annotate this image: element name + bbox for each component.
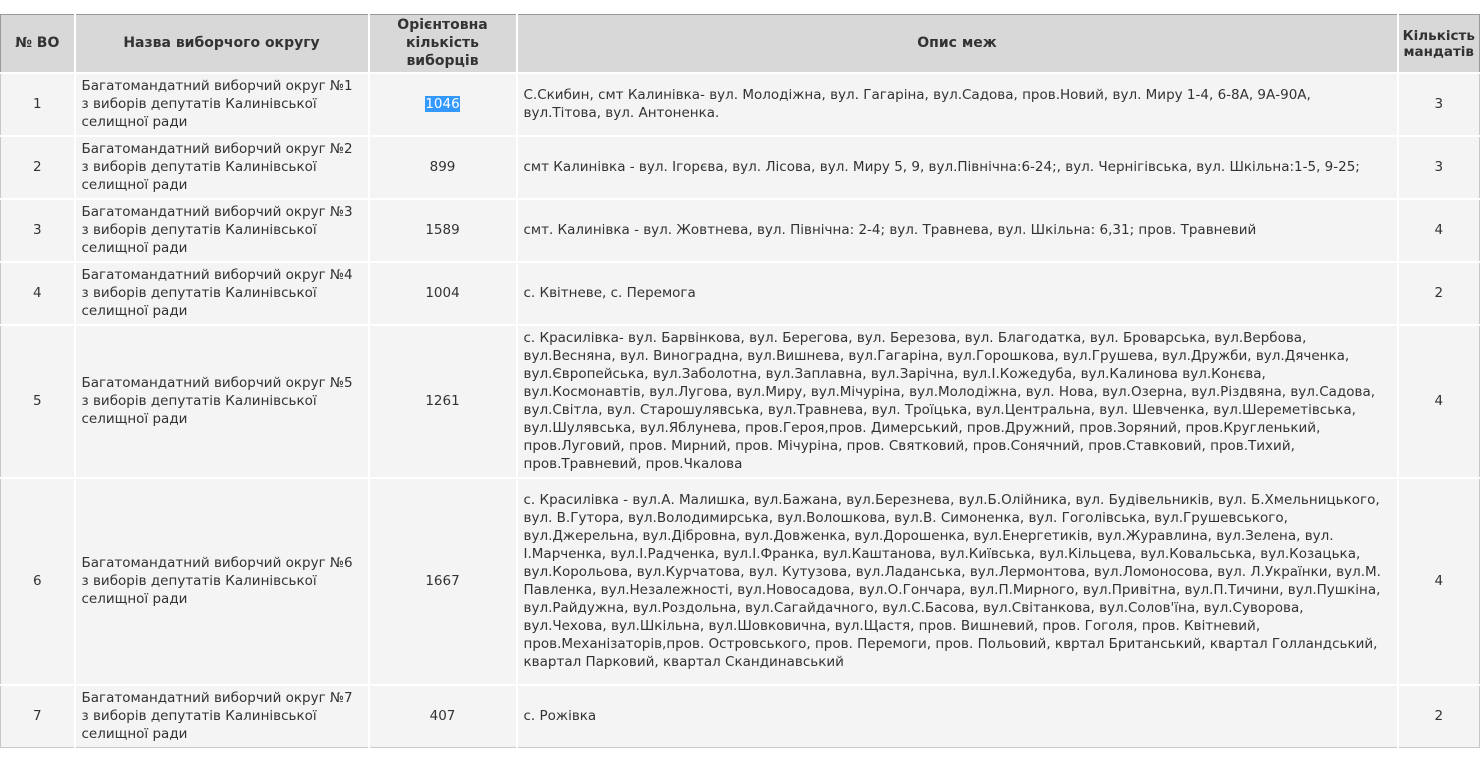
- cell-district-name: Багатомандатний виборчий округ №3 з виборів депутатів Калинівської селищної ради: [75, 199, 369, 262]
- cell-number: 2: [1, 136, 75, 199]
- cell-mandates: 3: [1398, 73, 1480, 136]
- cell-voters: 1589: [369, 199, 517, 262]
- header-voters-line-3: виборців: [406, 53, 479, 70]
- cell-district-name: Багатомандатний виборчий округ №1 з виборів депутатів Калинівської селищної ради: [75, 73, 369, 136]
- cell-district-name: Багатомандатний виборчий округ №6 з виборів депутатів Калинівської селищної ради: [75, 478, 369, 685]
- header-mandates-line-1: Кількість: [1402, 28, 1475, 44]
- cell-district-name: Багатомандатний виборчий округ №7 з виборів депутатів Калинівської селищної ради: [75, 685, 369, 748]
- cell-number: 1: [1, 73, 75, 136]
- cell-mandates: 3: [1398, 136, 1480, 199]
- districts-table: [0, 14, 1480, 748]
- table-row: [1, 199, 1480, 262]
- cell-voters: 1667: [369, 478, 517, 685]
- cell-boundaries: смт Калинівка - вул. Ігорєва, вул. Лісова, вул. Миру 5, 9, вул.Північна:6-24;, вул. Чернігівська, вул. Шкільна:1-5, 9-25;: [517, 136, 1398, 199]
- cell-mandates: 4: [1398, 325, 1480, 478]
- cell-mandates: 2: [1398, 262, 1480, 325]
- cell-district-name: Багатомандатний виборчий округ №4 з виборів депутатів Калинівської селищної ради: [75, 262, 369, 325]
- cell-number: 6: [1, 478, 75, 685]
- table-row: [1, 136, 1480, 199]
- cell-district-name: Багатомандатний виборчий округ №2 з виборів депутатів Калинівської селищної ради: [75, 136, 369, 199]
- selected-text[interactable]: 1046: [425, 96, 460, 112]
- table-row: [1, 685, 1480, 748]
- cell-boundaries: с. Красилівка - вул.А. Малишка, вул.Бажана, вул.Березнева, вул.Б.Олійника, вул. Будівельників, вул. Б.Хмельницького, вул. В.Гутора, вул.Володимирська, вул.Волошкова, вул.В. Симоненка, вул. Гоголівська, вул.Грушевського, вул.Джерельна, вул.Дібровна, вул.Довженка, вул.Дорошенка, вул.Енергетиків, вул.Журавлина, вул.Зелена, вул. І.Марченка, вул.І.Радченка, вул.І.Франка, вул.Каштанова, вул.Київська, вул.Кільцева, вул.Ковальська, вул.Козацька, вул.Корольова, вул.Курчатова, вул. Кутузова, вул.Ладанська, вул.Лермонтова, вул.Ломоносова, вул. Л.Українки, вул.М. Павленка, вул.Незалежності, вул.Новосадова, вул.О.Гончара, вул.П.Мирного, вул.Привітна, вул.П.Тичини, вул.Пушкіна, вул.Райдужна, вул.Роздольна, вул.Сагайдачного, вул.С.Басова, вул.Світанкова, вул.Солов'їна, вул.Суворова, вул.Чехова, вул.Шкільна, вул.Шовковична, вул.Щастя, пров. Вишневий, пров. Гоголя, пров. Квітневий, пров.Механізаторів,пров. Островського, пров. Перемоги, пров. Польовий, квртал Британський, квартал Голландський, квартал Парковий, квартал Скандинавський: [517, 478, 1398, 685]
- cell-district-name: Багатомандатний виборчий округ №5 з виборів депутатів Калинівської селищної ради: [75, 325, 369, 478]
- cell-boundaries: С.Скибин, смт Калинівка- вул. Молодіжна, вул. Гагаріна, вул.Садова, пров.Новий, вул. Миру 1-4, 6-8А, 9А-90А, вул.Тітова, вул. Антоненка.: [517, 73, 1398, 136]
- header-boundaries: Опис меж: [517, 15, 1398, 73]
- table-row: [1, 73, 1480, 136]
- header-mandates: [1398, 15, 1480, 73]
- table-header-row: [1, 15, 1480, 73]
- cell-mandates: 4: [1398, 478, 1480, 685]
- districts-table-wrapper: [0, 14, 1479, 748]
- cell-voters: 899: [369, 136, 517, 199]
- cell-boundaries: с. Красилівка- вул. Барвінкова, вул. Берегова, вул. Березова, вул. Благодатка, вул. Броварська, вул.Вербова, вул.Весняна, вул. Виноградна, вул.Вишнева, вул.Гагаріна, вул.Горошкова, вул.Грушева, вул.Дружби, вул.Дяченка, вул.Європейська, вул.Заболотна, вул.Заплавна, вул.Зарічна, вул.І.Кожедуба, вул.Калинова вул.Конєва, вул.Космонавтів, вул.Лугова, вул.Миру, вул.Мічуріна, вул.Молодіжна, вул. Нова, вул.Озерна, вул.Різдвяна, вул.Садова, вул.Світла, вул. Старошулявська, вул.Травнева, вул. Троїцька, вул.Центральна, вул. Шевченка, вул.Шереметівська, вул.Шулявська, вул.Яблунева, пров.Героя,пров. Димерський, пров.Дружний, пров.Зоряний, пров.Кругленький, пров.Луговий, пров. Мирний, пров. Мічуріна, пров. Святковий, пров.Сонячний, пров.Ставковий, пров.Тихий, пров.Травневий, пров.Чкалова: [517, 325, 1398, 478]
- cell-voters: [369, 73, 517, 136]
- header-voters-count: [369, 15, 517, 73]
- header-district-name: Назва виборчого округу: [75, 15, 369, 73]
- cell-number: 5: [1, 325, 75, 478]
- cell-voters: 407: [369, 685, 517, 748]
- table-row: [1, 325, 1480, 478]
- header-voters-line-2: кількість: [406, 35, 479, 52]
- header-mandates-line-2: мандатів: [1403, 44, 1474, 60]
- header-district-number: № ВО: [1, 15, 75, 73]
- table-row: [1, 262, 1480, 325]
- cell-voters: 1004: [369, 262, 517, 325]
- cell-number: 4: [1, 262, 75, 325]
- cell-mandates: 4: [1398, 199, 1480, 262]
- cell-number: 3: [1, 199, 75, 262]
- cell-mandates: 2: [1398, 685, 1480, 748]
- cell-voters: 1261: [369, 325, 517, 478]
- cell-boundaries: смт. Калинівка - вул. Жовтнева, вул. Північна: 2-4; вул. Травнева, вул. Шкільна: 6,31; пров. Травневий: [517, 199, 1398, 262]
- cell-boundaries: с. Квітневе, с. Перемога: [517, 262, 1398, 325]
- cell-number: 7: [1, 685, 75, 748]
- cell-boundaries: с. Рожівка: [517, 685, 1398, 748]
- table-row: [1, 478, 1480, 685]
- header-voters-line-1: Орієнтовна: [397, 17, 488, 34]
